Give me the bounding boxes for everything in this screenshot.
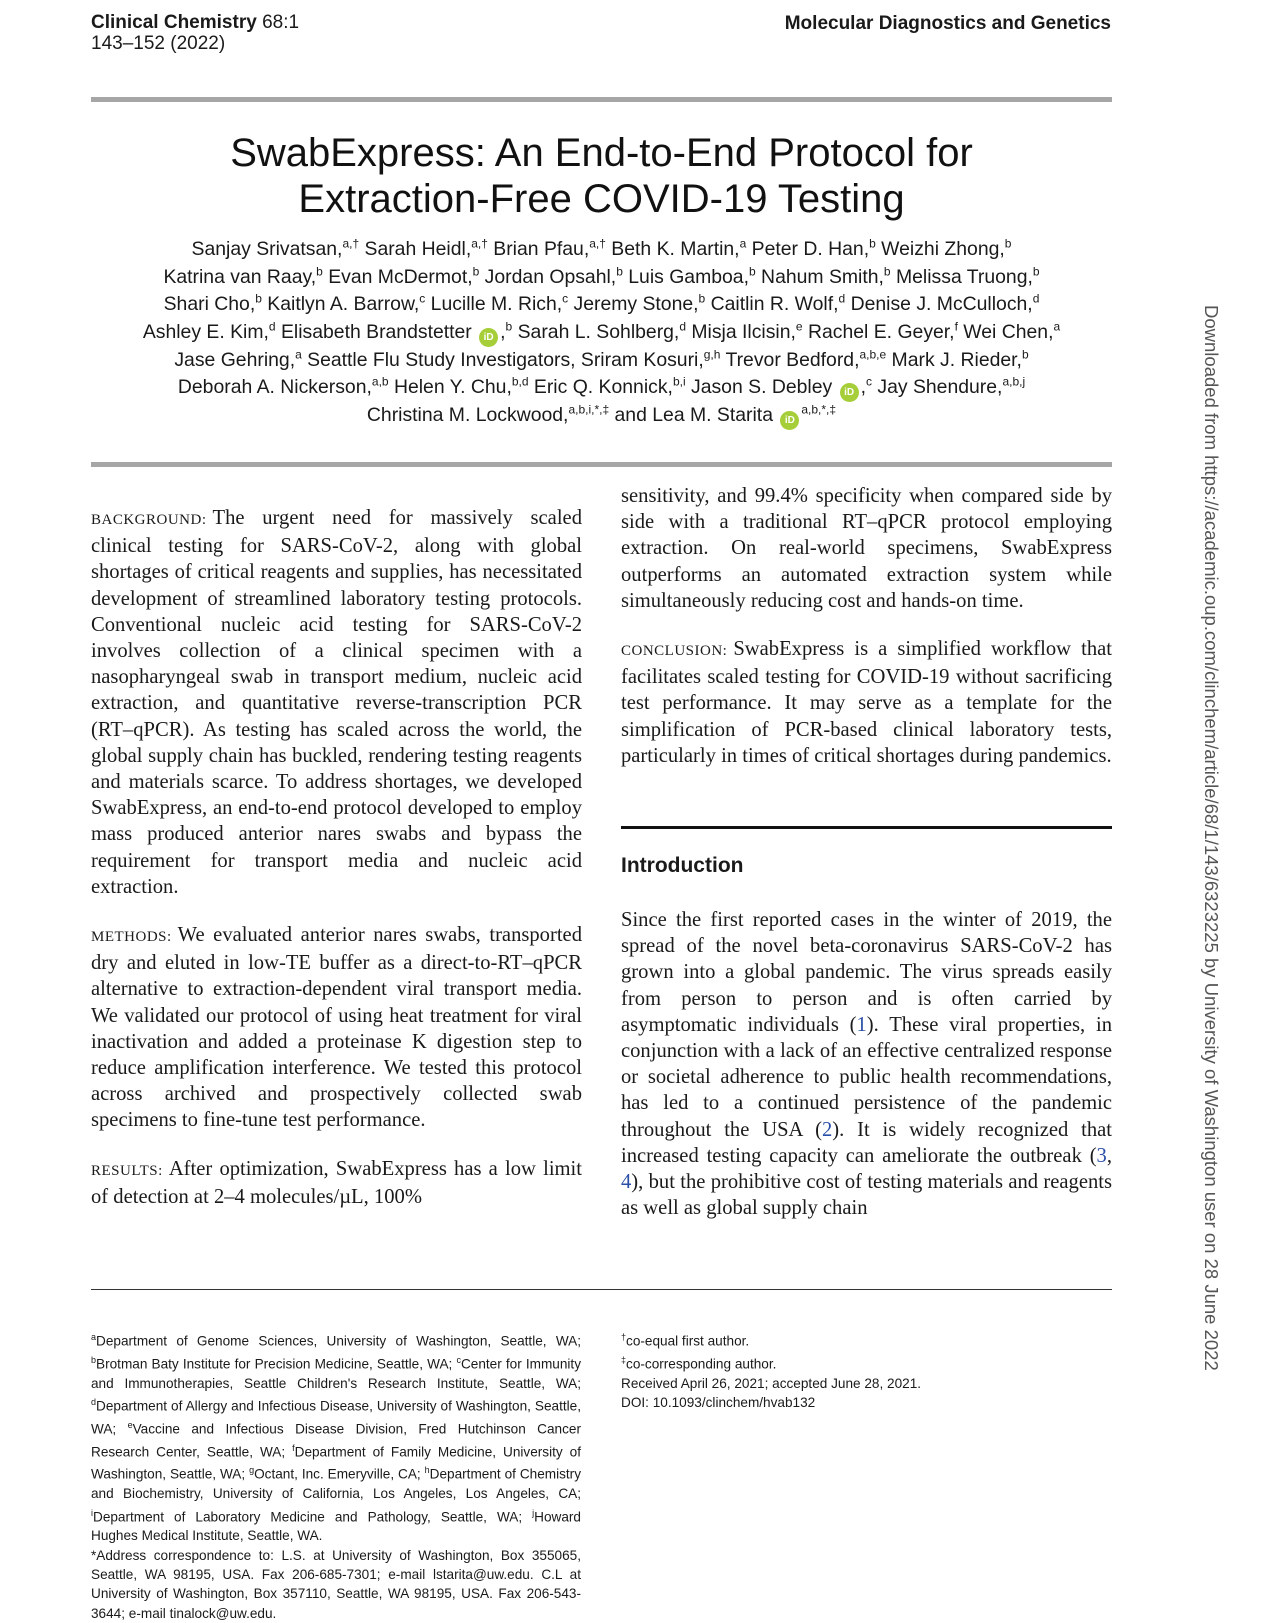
journal-pages: 143–152 (2022) (91, 33, 226, 54)
doi: DOI: 10.1093/clinchem/hvab132 (621, 1394, 816, 1410)
methods-label: METHODS: (91, 929, 172, 946)
affiliations-footnote (91, 1328, 581, 1623)
conclusion-label: CONCLUSION: (621, 643, 728, 660)
journal-section: Molecular Diagnostics and Genetics (784, 13, 1111, 34)
abstract-right-column (621, 483, 1112, 769)
correspondence: *Address correspondence to: L.S. at University of Washington, Box 355065, Seattle, WA 98195, USA. Fax 206-685-7301; e-mail lstarita@uw.edu. C.L at University of Washington, Box 357110, Seattle, WA 98195, USA. Fax 206-543-3644; e-mail tinalock@uw.edu. (91, 1547, 581, 1621)
co-first-note: †co-equal first author. (621, 1332, 750, 1349)
article-notes (621, 1328, 1112, 1412)
introduction-text: Since the first reported cases in the winter of 2019, the spread of the novel beta-coronavirus SARS-CoV-2 has grown into a global pandemic. The virus spreads easily from person to person and is often carried by asymptomatic individuals (1). These viral properties, in conjunction with a lack of an effective centralized response or societal adherence to public health recommendations, has led to a continued persistence of the pandemic throughout the USA (2). It is widely recognized that increased testing capacity can ameliorate the outbreak (3, 4), but the prohibitive cost of testing materials and reagents as well as global supply chain (621, 909, 1112, 1220)
journal-name: Clinical Chemistry (91, 12, 257, 33)
abstract-background: BACKGROUND: The urgent need for massively scaled clinical testing for SARS-CoV-2, along with global shortages of critical reagents and supplies, has necessitated development of streamlined laboratory testing protocols. Conventional nucleic acid testing for SARS-CoV-2 involves collection of a clinical specimen with a nasopharyngeal swab in transport medium, nucleic acid extraction, and quantitative reverse-transcription PCR (RT–qPCR). As testing has scaled across the world, the global supply chain has buckled, rendering testing reagents and materials scarce. To address shortages, we developed SwabExpress, an end-to-end protocol developed to employ mass produced anterior nares swabs and bypass the requirement for transport media and nucleic acid extraction. (91, 507, 582, 898)
title-line-2: Extraction-Free COVID-19 Testing (298, 177, 905, 221)
footnote-divider (91, 1289, 1112, 1290)
introduction-divider (621, 826, 1112, 829)
affiliations: $^a$Department of Genome Sciences, University of Washington, Seattle, WA; $^b$Brotman Baty Institute for Precision Medicine, Seattle, WA; $^c$Center for Immunity and Immunotherapies, Seattle Children's Research Institute, Seattle, WA; $^d$Department of Allergy and Infectious Disease, University of Washington, Seattle, WA; $^e$Vaccine and Infectious Disease Division, Fred Hutchinson Cancer Research Center, Seattle, WA; $^f$Department of Family Medicine, University of Washington, Seattle, WA; $^g$Octant, Inc. Emeryville, CA; $^h$Department of Chemistry and Biochemistry, University of California, Los Angeles, Los Angeles, CA; $^i$Department of Laboratory Medicine and Pathology, Seattle, WA; $^j$Howard Hughes Medical Institute, Seattle, WA. (91, 1332, 582, 1544)
abstract-conclusion: CONCLUSION: SwabExpress is a simplified workflow that facilitates scaled testing for COVID-19 without sacrificing test performance. It may serve as a template for the simplification of PCR-based clinical laboratory tests, particularly in times of critical shortages during pandemics. (621, 638, 1112, 767)
author-list: Sanjay Srivatsan,$^{a,\dagger}$ Sarah Heidl,$^{a,\dagger}$ Brian Pfau,$^{a,\dagger}$ Beth K. Martin,$^a$ Peter D. Han,$^b$ Weizhi Zhong,$^b$ Katrina van Raay,$^b$ Evan McDermot,$^b$ Jordan Opsahl,$^b$ Luis Gamboa,$^b$ Nahum Smith,$^b$ Melissa Truong,$^b$ Shari Cho,$^b$ Kaitlyn A. Barrow,$^c$ Lucille M. Rich,$^c$ Jeremy Stone,$^b$ Caitlin R. Wolf,$^d$ Denise J. McCulloch,$^d$ Ashley E. Kim,$^d$ Elisabeth Brandstetter iD ,$^b$ Sarah L. Sohlberg,$^d$ Misja Ilcisin,$^e$ Rachel E. Geyer,$^f$ Wei Chen,$^a$ Jase Gehring,$^a$ Seattle Flu Study Investigators, Sriram Kosuri,$^{g,h}$ Trevor Bedford,$^{a,b,e}$ Mark J. Rieder,$^b$ Deborah A. Nickerson,$^{a,b}$ Helen Y. Chu,$^{b,d}$ Eric Q. Konnick,$^{b,i}$ Jason S. Debley iD ,$^c$ Jay Shendure,$^{a,b,j}$ Christina M. Lockwood,$^{a,b,i,*,\ddagger}$ and Lea M. Starita $iD^{a,b,*,\ddagger}$ (91, 236, 1112, 430)
received-dates: Received April 26, 2021; accepted June 28, 2021. (621, 1375, 922, 1391)
abstract-methods: METHODS: We evaluated anterior nares swabs, transported dry and eluted in low-TE buffer as a direct-to-RT–qPCR alternative to extraction-dependent viral transport media. We validated our protocol of using heat treatment for viral inactivation and added a proteinase K digestion step to reduce amplification interference. We tested this protocol across archived and prospectively collected swab specimens to fine-tune test performance. (91, 924, 582, 1132)
journal-citation (91, 12, 299, 54)
abstract-results: RESULTS: After optimization, SwabExpress has a low limit of detection at 2–4 molecules/µL, 100% (91, 1157, 582, 1208)
background-label: BACKGROUND: (91, 512, 207, 528)
header-divider (91, 97, 1112, 102)
results-label: RESULTS: (91, 1162, 163, 1179)
download-watermark: Downloaded from https://academic.oup.com/clinchem/article/68/1/143/6323225 by University of Washington user on 28 June 2022 (1201, 305, 1222, 1371)
abstract-divider (91, 462, 1112, 467)
abstract-results-continued: sensitivity, and 99.4% specificity when compared side by side with a traditional RT–qPCR protocol employing extraction. On real-world specimens, SwabExpress outperforms an automated extraction system while simultaneously reducing cost and hands-on time. (621, 485, 1112, 612)
title-line-1: SwabExpress: An End-to-End Protocol for (230, 131, 973, 175)
co-corresponding-note: ‡co-corresponding author. (621, 1354, 777, 1372)
introduction-heading: Introduction (621, 854, 744, 877)
journal-volume: 68:1 (262, 12, 300, 33)
abstract-left-column (91, 505, 582, 1210)
article-title (91, 130, 1112, 222)
